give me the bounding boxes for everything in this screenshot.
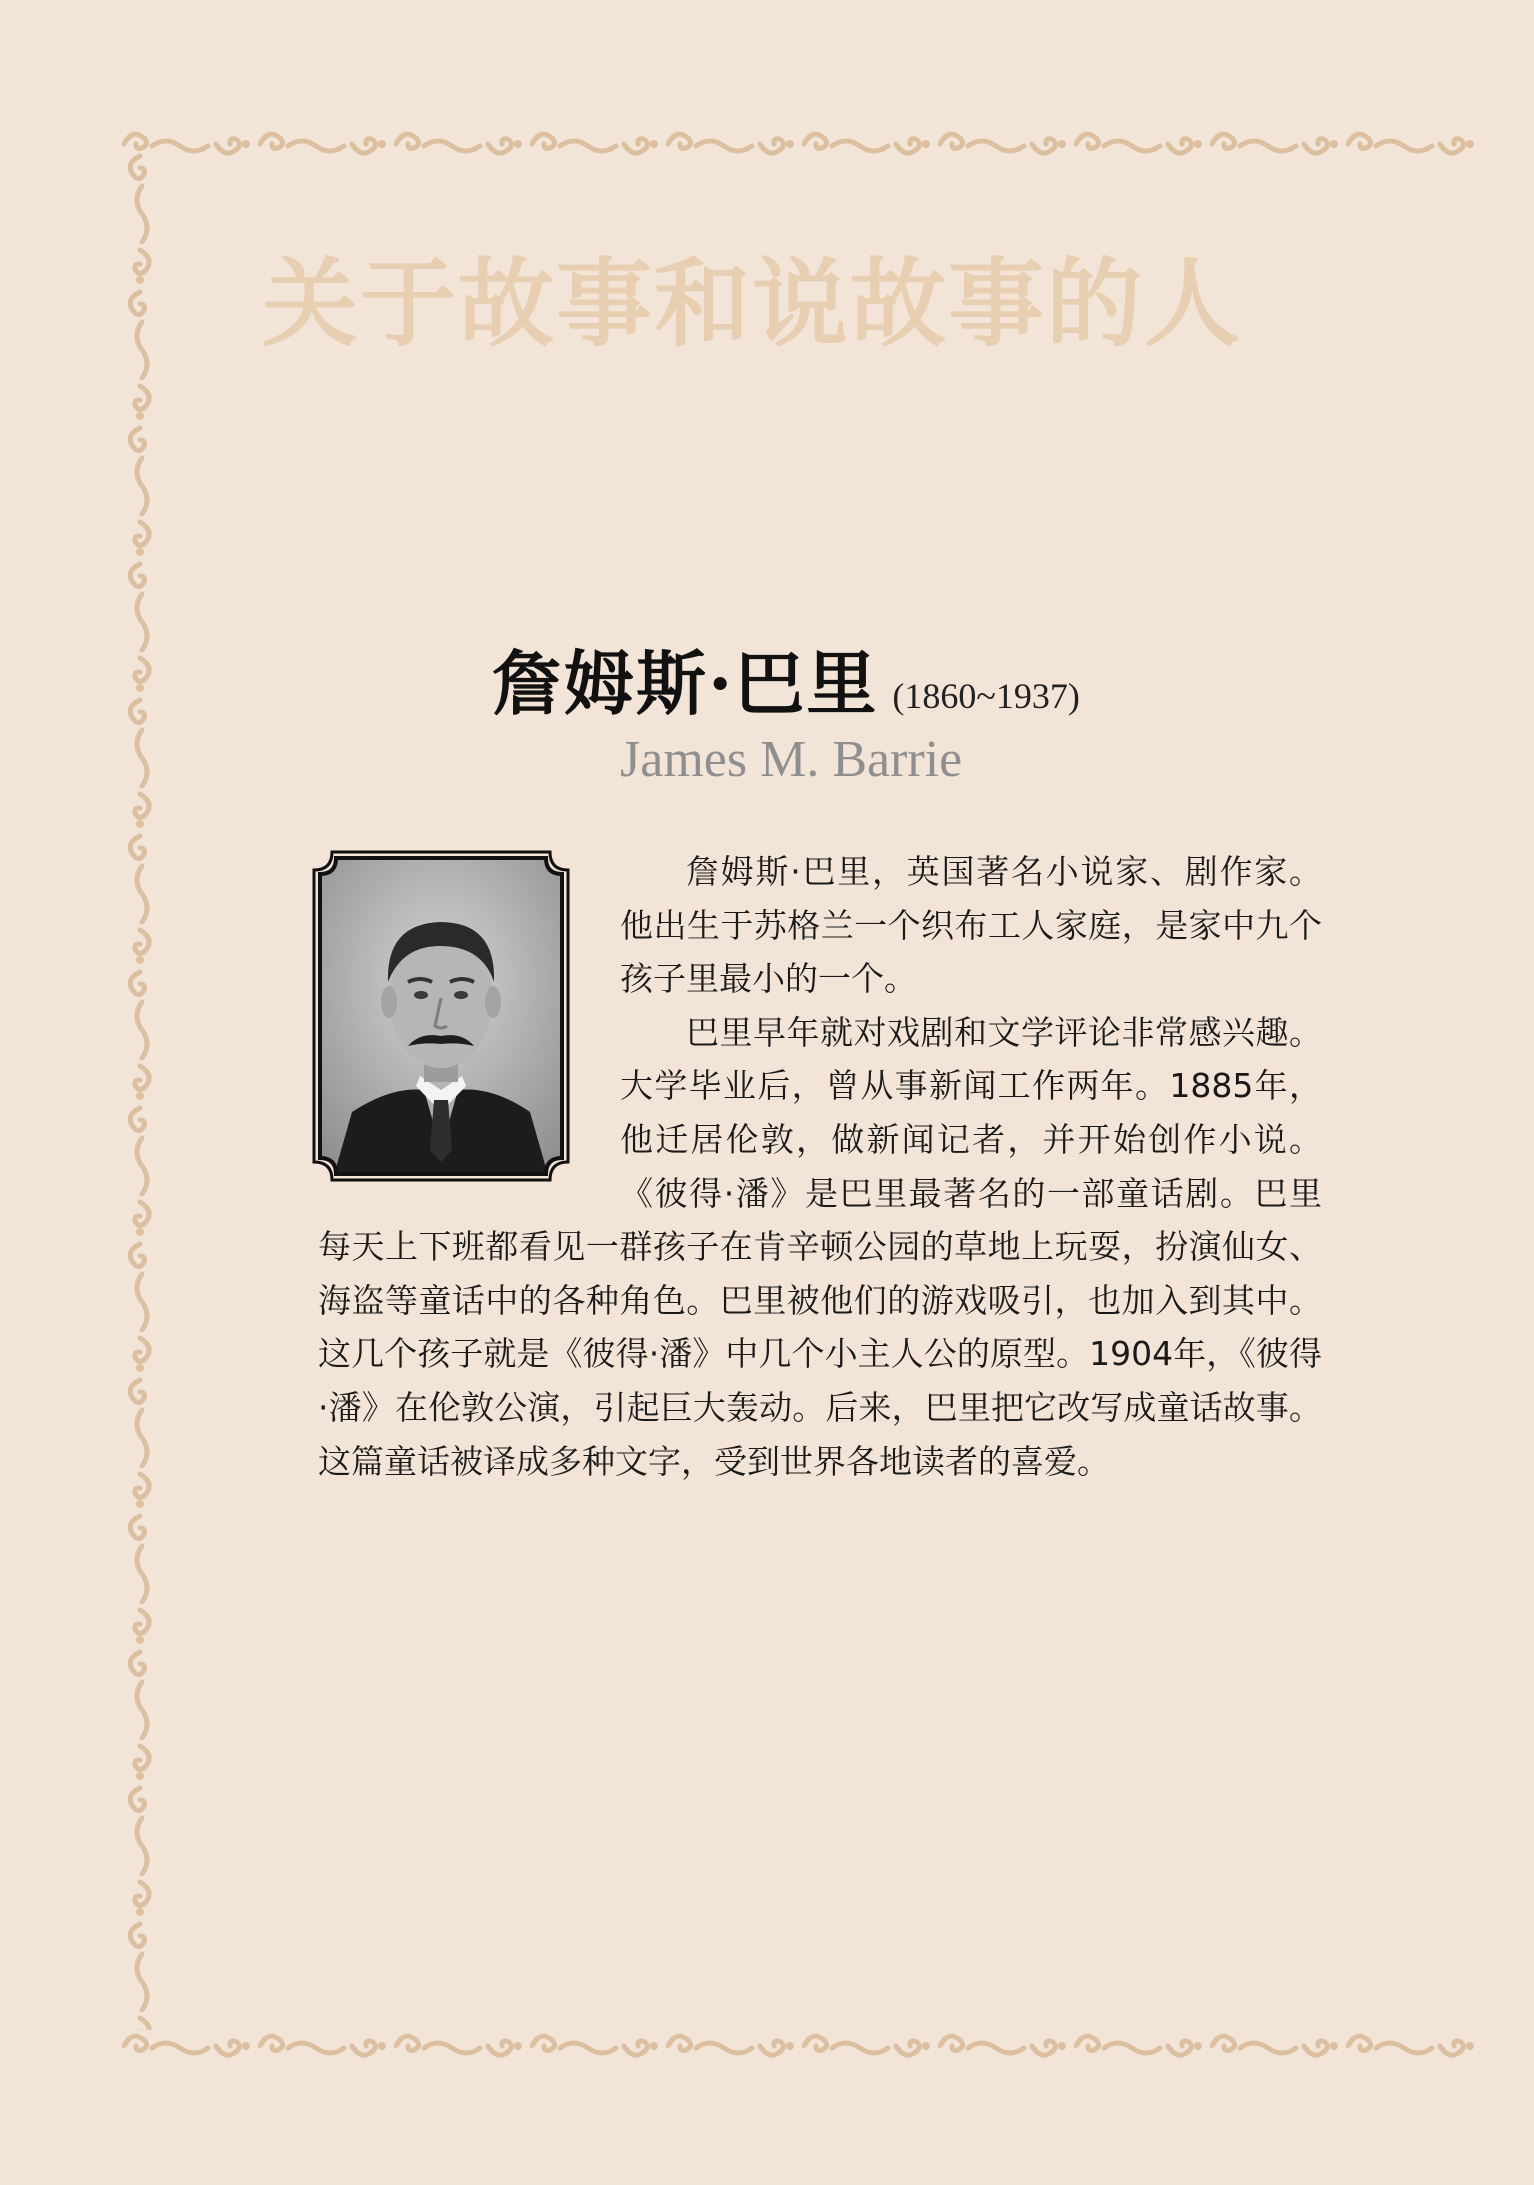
portrait-spacer bbox=[318, 845, 620, 1205]
author-heading bbox=[492, 628, 1252, 729]
bio-paragraph-2: 巴里早年就对戏剧和文学评论非常感兴趣。大学毕业后，曾从事新闻工作两年。1885年，他迁居伦敦，做新闻记者，并开始创作小说。《彼得·潘》是巴里最著名的一部童话剧。巴里每天上下班都看见一群孩子在肯辛顿公园的草地上玩耍，扮演仙女、海盗等童话中的各种角色。巴里被他们的游戏吸引，也加入到其中。这几个孩子就是《彼得·潘》中几个小主人公的原型。1904年，《彼得·潘》在伦敦公演，引起巨大轰动。后来，巴里把它改写成童话故事。这篇童话被译成多种文字，受到世界各地读者的喜爱。 bbox=[318, 1012, 1322, 1481]
author-name-cn: 詹姆斯·巴里 bbox=[492, 642, 879, 725]
page-title: 关于故事和说故事的人 bbox=[262, 247, 1242, 360]
author-years: (1860~1937) bbox=[892, 676, 1080, 716]
bottom-ornamental-border bbox=[118, 2024, 1478, 2068]
author-name-en: James M. Barrie bbox=[620, 731, 963, 788]
author-biography bbox=[318, 845, 1322, 1488]
bio-paragraph-1: 詹姆斯·巴里，英国著名小说家、剧作家。他出生于苏格兰一个织布工人家庭，是家中九个孩子里最小的一个。 bbox=[620, 852, 1322, 999]
top-ornamental-border bbox=[118, 122, 1478, 166]
left-ornamental-border bbox=[118, 150, 162, 2030]
